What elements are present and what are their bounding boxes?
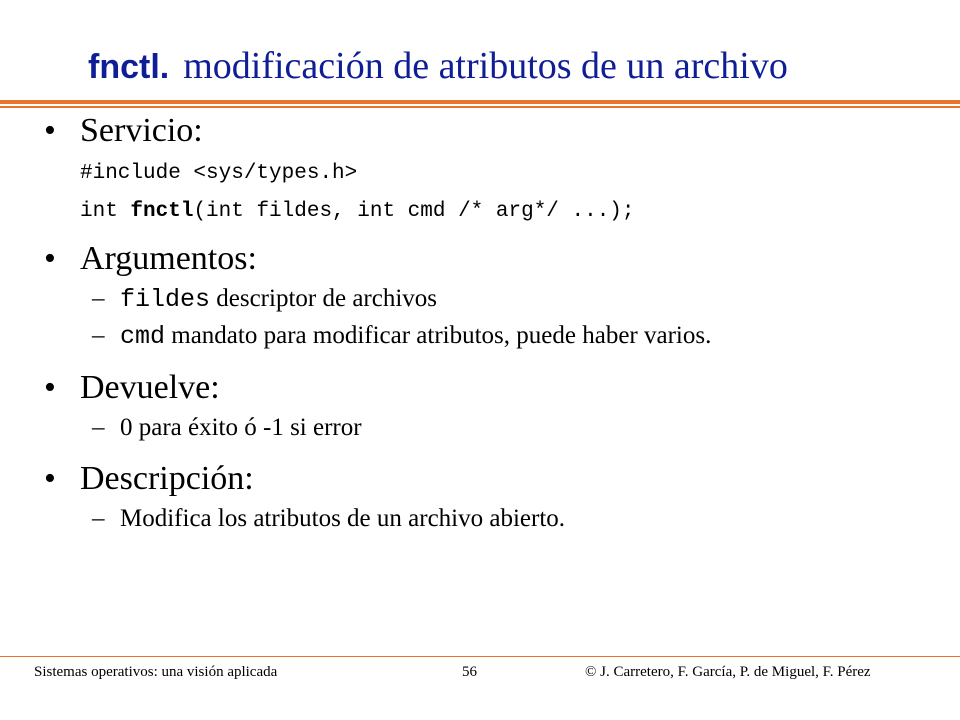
bullet-argumentos (44, 240, 257, 278)
descripcion-heading: Descripción: (80, 460, 254, 497)
dash-icon: – (92, 414, 105, 441)
bullet-icon: • (44, 369, 56, 406)
title-rule-thick (0, 100, 960, 104)
argumento-name: fildes (120, 285, 211, 314)
dash-icon: – (92, 285, 105, 312)
bullet-icon: • (44, 112, 56, 149)
argumento-desc: descriptor de archivos (210, 285, 438, 312)
descripcion-text: Modifica los atributos de un archivo abierto. (120, 505, 566, 532)
argumento-name: cmd (120, 322, 166, 351)
bullet-servicio (44, 112, 203, 150)
title-command: fnctl. (88, 48, 170, 86)
bullet-descripcion (44, 460, 254, 498)
bullet-devuelve (44, 369, 220, 407)
code-signature-function: fnctl (130, 200, 194, 223)
argumento-desc: mandato para modificar atributos, puede haber varios. (165, 322, 712, 349)
footer-rule (0, 656, 960, 657)
argumento-cmd (92, 322, 711, 351)
dash-icon: – (92, 505, 105, 532)
footer-page-number: 56 (462, 664, 477, 680)
code-signature-prefix: int (80, 200, 131, 223)
footer-book-title: Sistemas operativos: una visión aplicada (34, 664, 278, 680)
servicio-heading: Servicio: (80, 112, 203, 149)
devuelve-item (92, 414, 362, 442)
footer-authors: © J. Carretero, F. García, P. de Miguel, F. Pérez (585, 664, 871, 680)
title-rule-thin (0, 106, 960, 108)
code-include-line: #include <sys/types.h> (80, 162, 358, 185)
code-signature-line (80, 200, 635, 223)
dash-icon: – (92, 322, 105, 349)
devuelve-text: 0 para éxito ó -1 si error (120, 414, 362, 441)
slide-title (88, 44, 788, 94)
bullet-icon: • (44, 460, 56, 497)
argumentos-heading: Argumentos: (80, 240, 257, 277)
devuelve-heading: Devuelve: (80, 369, 220, 406)
argumento-fildes (92, 285, 437, 314)
bullet-icon: • (44, 240, 56, 277)
title-subtitle: modificación de atributos de un archivo (183, 45, 788, 87)
code-signature-suffix: (int fildes, int cmd /* arg*/ ...); (193, 200, 635, 223)
descripcion-item (92, 505, 565, 533)
